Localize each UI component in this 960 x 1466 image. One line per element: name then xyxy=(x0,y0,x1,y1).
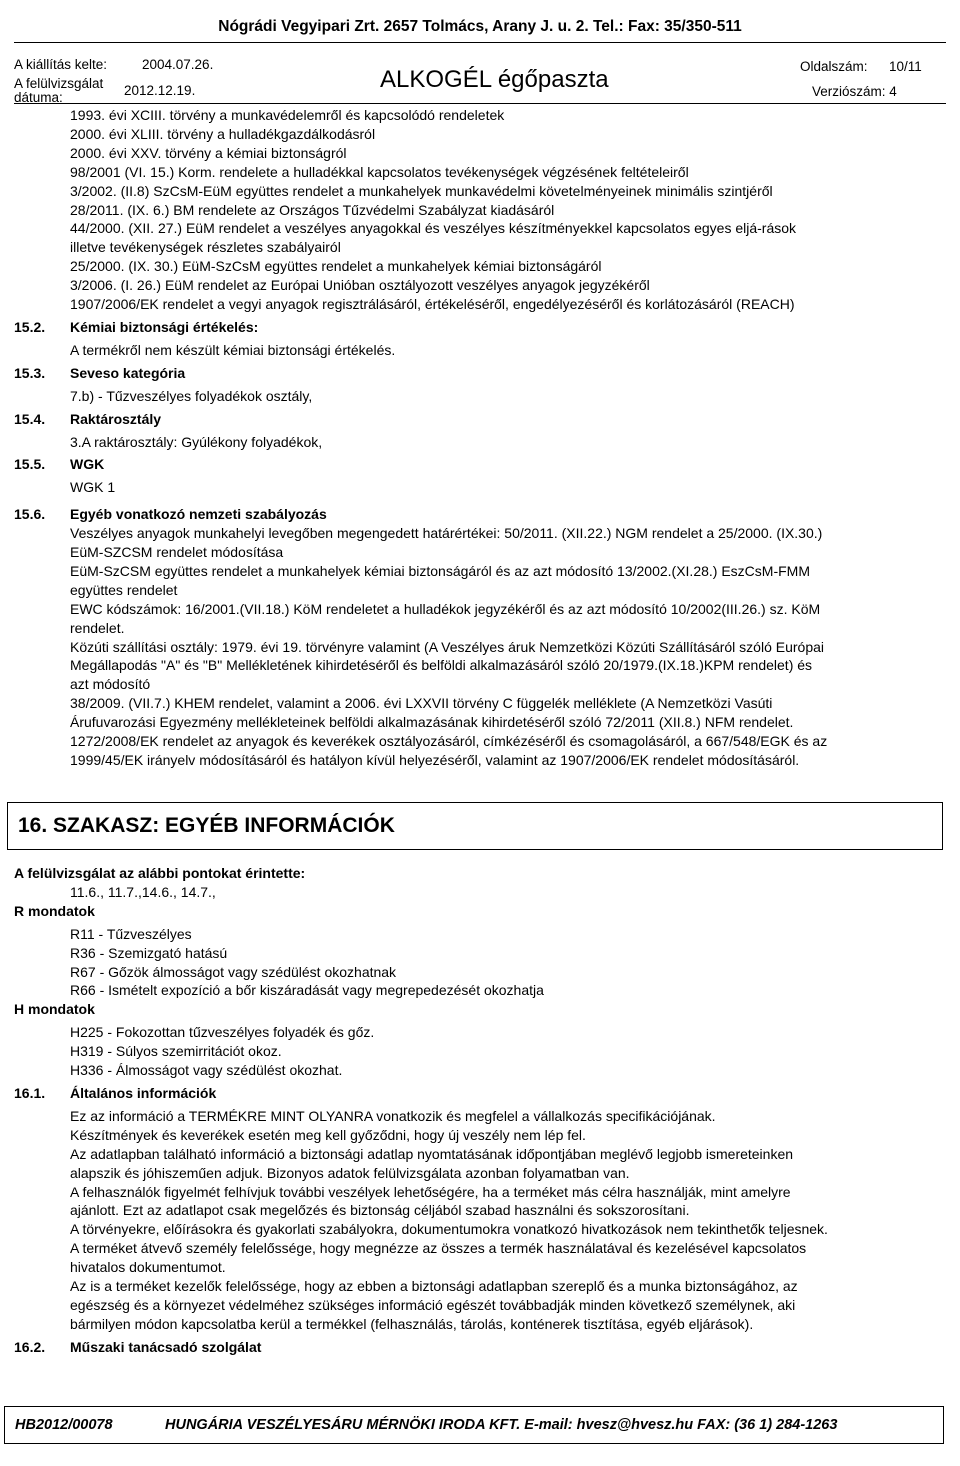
review-date-label-2: dátuma: xyxy=(14,90,63,105)
r-phrase: R66 - Ismételt expozíció a bőr kiszáradását vagy megrepedezését okozhatja xyxy=(70,982,544,999)
h-phrase: H336 - Álmosságot vagy szédülést okozhat. xyxy=(70,1062,343,1079)
national-regulation-line: Megállapodás "A" és "B" Mellékletének kihirdetéséről és belföldi alkalmazásáról szóló 20/1979.(IX.18.)KPM rendelet) és xyxy=(70,657,813,674)
section-number: 16.1. xyxy=(14,1084,46,1101)
section-15-4-text: 3.A raktárosztály: Gyúlékony folyadékok, xyxy=(70,433,323,450)
general-info-line: alapszik és jóhiszeműen adjuk. Bizonyos adatok felülvizsgálata azonban folyamatban van. xyxy=(70,1164,630,1181)
review-date: 2012.12.19. xyxy=(124,83,196,98)
version-number: Verziószám: 4 xyxy=(812,84,897,99)
general-info-line: Ez az információ a TERMÉKRE MINT OLYANRA vonatkozik és megfelel a vállalkozás specifikációjának. xyxy=(70,1107,716,1124)
national-regulation-line: 1999/45/EK irányelv módosításáról és hatályon kívül helyezéséről, valamint az 1907/2006/EK rendelet módosításáról. xyxy=(70,752,800,768)
regulation-line: 44/2000. (XII. 27.) EüM rendelet a veszélyes anyagokkal és veszélyes készítményekkel kapcsolatos egyes eljá-rások xyxy=(70,220,797,237)
general-info-line: Az adatlapban található információ a biztonsági adatlap nyomtatásának időpontjában meglévő legjobb ismereteinken xyxy=(70,1145,794,1162)
general-info-line: egészség és a környezet védelméhez szükséges információ egészét továbbadják minden következő személynek, aki xyxy=(70,1296,796,1313)
section-title: Egyéb vonatkozó nemzeti szabályozás xyxy=(70,506,327,523)
section-15-content xyxy=(14,106,944,770)
header-rule-bottom xyxy=(14,103,946,104)
regulation-line: 3/2002. (II.8) SzCsM-EüM együttes rendelet a munkahelyek munkavédelmi követelményeinek minimális szintjéről xyxy=(70,182,773,199)
national-regulation-line: Közúti szállítási osztály: 1979. évi 19. törvényre valamint (A Veszélyes áruk Nemzetközi Közúti Szállításáról szóló Európai xyxy=(70,638,825,655)
section-title: WGK xyxy=(70,456,105,473)
general-info-line: A terméket átvevő személy felelőssége, hogy megnézze az összes a termék használatával és kezelésével kapcsolatos xyxy=(70,1240,807,1257)
footer-contact: HUNGÁRIA VESZÉLYESÁRU MÉRNÖKI IRODA KFT. E-mail: hvesz@hvesz.hu FAX: (36 1) 284-1263 xyxy=(165,1417,838,1433)
section-15-3-heading xyxy=(14,364,944,383)
general-info-line: bármilyen módon kapcsolatba kerül a termékkel (felhasználás, tárolás, konténerek tisztítása, egyéb eljárások). xyxy=(70,1315,754,1332)
h-phrase: H225 - Fokozottan tűzveszélyes folyadék és gőz. xyxy=(70,1024,375,1041)
section-15-2-heading xyxy=(14,318,944,337)
general-info-line: ajánlott. Ezt az adatlapot csak megelőzés és biztonság céljából szabad használni és sokszorosítani. xyxy=(70,1202,690,1219)
regulation-line: 28/2011. (IX. 6.) BM rendelete az Országos Tűzvédelmi Szabályzat kiadásáról xyxy=(70,201,555,218)
national-regulation-line: Veszélyes anyagok munkahelyi levegőben megengedett határértékei: 50/2011. (XII.22.) NGM rendelet a 25/2000. (IX.30.) xyxy=(70,525,823,542)
section-16-2-heading xyxy=(14,1338,944,1357)
section-number: 15.3. xyxy=(14,364,46,381)
regulation-line: 1993. évi XCIII. törvény a munkavédelemről és kapcsolódó rendeletek xyxy=(70,107,505,123)
national-regulation-line: 38/2009. (VII.7.) KHEM rendelet, valamint a 2006. évi LXXVII törvény C függelék melléklete (A Nemzetközi Vasúti xyxy=(70,695,773,712)
regulation-line: illetve tevékenységek részletes szabályairól xyxy=(70,239,341,256)
h-phrases-heading: H mondatok xyxy=(14,1001,95,1018)
section-number: 15.5. xyxy=(14,456,46,473)
r-phrase: R36 - Szemizgató hatású xyxy=(70,944,228,961)
national-regulation-line: együttes rendelet xyxy=(70,581,178,598)
regulation-line: 98/2001 (VI. 15.) Korm. rendelete a hulladékkal kapcsolatos tevékenységek végzésének feltételeiről xyxy=(70,163,689,180)
section-16-1-heading xyxy=(14,1084,944,1103)
section-16-content xyxy=(14,864,944,1357)
issue-date: 2004.07.26. xyxy=(142,57,214,72)
national-regulation-line: azt módosító xyxy=(70,676,151,693)
page-number: 10/11 xyxy=(889,59,922,74)
national-regulation-line: EWC kódszámok: 16/2001.(VII.18.) KöM rendeletet a hulladékok jegyzékéről és az azt módosító 10/2002(III.26.) sz. KöM xyxy=(70,600,821,617)
section-title: Kémiai biztonsági értékelés: xyxy=(70,318,259,335)
review-points: 11.6., 11.7.,14.6., 14.7., xyxy=(70,883,216,900)
national-regulation-line: 1272/2008/EK rendelet az anyagok és keverékek osztályozásáról, címkézéséről és csomagolásáról, a 667/548/EGK és az xyxy=(70,733,828,750)
product-title: ALKOGÉL égőpaszta xyxy=(380,66,609,93)
issue-date-label: A kiállítás kelte: xyxy=(14,57,108,72)
section-number: 15.2. xyxy=(14,318,46,335)
section-15-6-heading xyxy=(14,505,944,524)
r-phrase: R67 - Gőzök álmosságot vagy szédülést okozhatnak xyxy=(70,963,397,980)
section-15-4-heading xyxy=(14,410,944,429)
review-heading: A felülvizsgálat az alábbi pontokat érintette: xyxy=(14,865,306,881)
page-footer xyxy=(4,1406,944,1444)
section-16-title: 16. SZAKASZ: EGYÉB INFORMÁCIÓK xyxy=(7,802,943,850)
section-number: 16.2. xyxy=(14,1338,46,1355)
national-regulation-line: Árufuvarozási Egyezmény mellékleteinek belföldi alkalmazásának kihirdetéséről szóló 72/2011 (XII.8.) NFM rendelet. xyxy=(70,714,794,731)
section-title: Általános információk xyxy=(70,1084,217,1101)
general-info-line: A törvényekre, előírásokra és gyakorlati szabályokra, dokumentumokra vonatkozó hivatkozások nem tekinthetők teljesnek. xyxy=(70,1221,828,1238)
national-regulation-line: EüM-SZCSM rendelet módosítása xyxy=(70,544,284,561)
section-title: Seveso kategória xyxy=(70,364,186,381)
regulation-line: 25/2000. (IX. 30.) EüM-SzCsM együttes rendelet a munkahelyek kémiai biztonságáról xyxy=(70,258,602,275)
section-title: Raktárosztály xyxy=(70,410,162,427)
regulation-line: 3/2006. (I. 26.) EüM rendelet az Európai Unióban osztályozott veszélyes anyagok jegyzékéről xyxy=(70,277,650,294)
section-15-5-text: WGK 1 xyxy=(70,479,116,496)
section-number: 15.6. xyxy=(14,506,46,523)
national-regulation-line: rendelet. xyxy=(70,619,125,636)
regulation-line: 2000. évi XLIII. törvény a hulladékgazdálkodásról xyxy=(70,125,376,142)
document-code: HB2012/00078 xyxy=(15,1417,113,1433)
header-rule-top xyxy=(14,42,946,43)
section-15-3-text: 7.b) - Tűzveszélyes folyadékok osztály, xyxy=(70,387,313,404)
general-info-line: Készítmények és keverékek esetén meg kell győződni, hogy új veszély nem lép fel. xyxy=(70,1126,586,1143)
section-15-5-heading xyxy=(14,455,944,474)
company-header: Nógrádi Vegyipari Zrt. 2657 Tolmács, Arany J. u. 2. Tel.: Fax: 35/350-511 xyxy=(218,18,742,35)
review-date-label-1: A felülvizsgálat xyxy=(14,76,104,91)
regulation-line: 2000. évi XXV. törvény a kémiai biztonságról xyxy=(70,144,347,161)
general-info-line: Az is a terméket kezelők felelőssége, hogy az ebben a biztonsági adatlapban szereplő és a munka biztonságához, az xyxy=(70,1278,798,1295)
h-phrase: H319 - Súlyos szemirritációt okoz. xyxy=(70,1043,282,1060)
section-15-2-text: A termékről nem készült kémiai biztonsági értékelés. xyxy=(70,341,396,358)
section-title: Műszaki tanácsadó szolgálat xyxy=(70,1338,262,1355)
section-number: 15.4. xyxy=(14,410,46,427)
general-info-line: hivatalos dokumentumot. xyxy=(70,1259,226,1276)
r-phrases-heading: R mondatok xyxy=(14,902,95,919)
national-regulation-line: EüM-SzCSM együttes rendelet a munkahelyek kémiai biztonságáról és az azt módosító 13/2002.(XI.28.) EszCsM-FMM xyxy=(70,562,810,579)
r-phrase: R11 - Tűzveszélyes xyxy=(70,925,192,942)
general-info-line: A felhasználók figyelmét felhívjuk további veszélyek lehetőségére, ha a terméket más célra használják, mint amelyre xyxy=(70,1183,791,1200)
regulation-line: 1907/2006/EK rendelet a vegyi anyagok regisztrálásáról, értékeléséről, engedélyezéséről és korlátozásáról (REACH) xyxy=(70,296,795,313)
page-number-label: Oldalszám: xyxy=(800,59,868,74)
